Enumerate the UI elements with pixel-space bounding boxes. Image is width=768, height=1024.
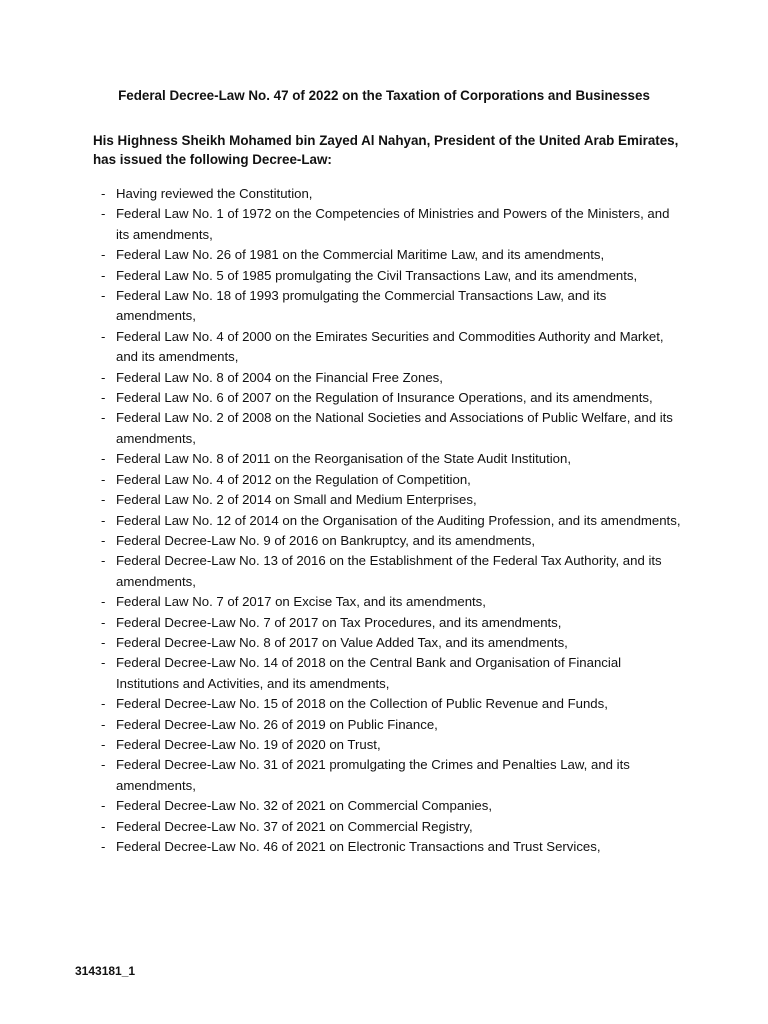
recital-item — [93, 368, 683, 388]
bullet-dash: - — [101, 206, 106, 222]
recital-item — [93, 592, 683, 612]
bullet-dash: - — [101, 410, 106, 426]
recital-text: Federal Law No. 26 of 1981 on the Commercial Maritime Law, and its amendments, — [116, 247, 605, 263]
bullet-dash: - — [101, 328, 106, 344]
recital-item — [93, 286, 683, 327]
bullet-dash: - — [101, 471, 106, 487]
intro-paragraph: His Highness Sheikh Mohamed bin Zayed Al Nahyan, President of the United Arab Emirates, has issued the following Decree-Law: — [93, 133, 679, 167]
bullet-dash: - — [101, 839, 106, 854]
recital-text: Federal Law No. 2 of 2008 on the National Societies and Associations of Public Welfare, and its amendments, — [116, 410, 673, 446]
recital-text: Federal Law No. 6 of 2007 on the Regulation of Insurance Operations, and its amendments, — [116, 390, 653, 406]
bullet-dash: - — [101, 369, 106, 385]
bullet-dash: - — [101, 757, 106, 773]
recital-text: Federal Law No. 5 of 1985 promulgating the Civil Transactions Law, and its amendments, — [116, 267, 638, 283]
recital-item — [93, 633, 683, 653]
recital-item — [93, 817, 683, 837]
recital-text: Federal Law No. 8 of 2011 on the Reorganisation of the State Audit Institution, — [116, 451, 572, 467]
recital-text: Federal Law No. 18 of 1993 promulgating the Commercial Transactions Law, and its amendments, — [116, 288, 607, 324]
recital-item — [93, 470, 683, 490]
document-reference-id: 3143181_1 — [75, 964, 136, 978]
recital-text: Federal Law No. 1 of 1972 on the Competencies of Ministries and Powers of the Ministers, and its amendments, — [116, 206, 670, 242]
recital-text: Federal Decree-Law No. 7 of 2017 on Tax Procedures, and its amendments, — [116, 614, 562, 630]
bullet-dash: - — [101, 594, 106, 610]
bullet-dash: - — [101, 532, 106, 548]
bullet-dash: - — [101, 390, 106, 406]
bullet-dash: - — [101, 267, 106, 283]
bullet-dash: - — [101, 655, 106, 671]
bullet-dash: - — [101, 492, 106, 508]
recital-item — [93, 735, 683, 755]
recital-item — [93, 837, 683, 857]
recital-item — [93, 613, 683, 633]
recital-text: Federal Decree-Law No. 32 of 2021 on Commercial Companies, — [116, 798, 493, 814]
bullet-dash: - — [101, 696, 106, 712]
recital-text: Having reviewed the Constitution, — [116, 186, 313, 201]
recital-text: Federal Decree-Law No. 14 of 2018 on the Central Bank and Organisation of Financial Institutions and Activities, and its amendments, — [116, 655, 622, 691]
recital-text: Federal Law No. 4 of 2000 on the Emirates Securities and Commodities Authority and Market, and its amendments, — [116, 328, 664, 365]
recital-text: Federal Law No. 8 of 2004 on the Financial Free Zones, — [116, 369, 443, 385]
recital-text: Federal Decree-Law No. 31 of 2021 promulgating the Crimes and Penalties Law, and its amendments, — [116, 757, 630, 793]
bullet-dash: - — [101, 512, 106, 528]
recital-item — [93, 551, 683, 592]
bullet-dash: - — [101, 553, 106, 569]
bullet-dash: - — [101, 634, 106, 650]
recital-item — [93, 694, 683, 714]
recital-item — [93, 245, 683, 265]
recital-text: Federal Decree-Law No. 15 of 2018 on the Collection of Public Revenue and Funds, — [116, 696, 608, 712]
bullet-dash: - — [101, 288, 106, 304]
recitals-list — [93, 184, 683, 857]
recital-text: Federal Law No. 4 of 2012 on the Regulation of Competition, — [116, 471, 471, 487]
bullet-dash: - — [101, 247, 106, 263]
recital-item — [93, 653, 683, 694]
recital-item — [93, 327, 683, 368]
bullet-dash: - — [101, 818, 106, 834]
recital-item — [93, 755, 683, 796]
recital-item — [93, 266, 683, 286]
recital-item — [93, 715, 683, 735]
bullet-dash: - — [101, 451, 106, 467]
recital-text: Federal Decree-Law No. 26 of 2019 on Public Finance, — [116, 716, 438, 732]
recital-item — [93, 408, 683, 449]
bullet-dash: - — [101, 186, 106, 201]
recital-text: Federal Law No. 7 of 2017 on Excise Tax, and its amendments, — [116, 594, 486, 610]
recital-text: Federal Decree-Law No. 19 of 2020 on Trust, — [116, 736, 381, 752]
recital-text: Federal Decree-Law No. 8 of 2017 on Value Added Tax, and its amendments, — [116, 634, 568, 650]
recital-item — [93, 490, 683, 510]
recital-item — [93, 204, 683, 245]
bullet-dash: - — [101, 798, 106, 814]
recital-text: Federal Decree-Law No. 13 of 2016 on the Establishment of the Federal Tax Authority, and its amendments, — [116, 553, 662, 589]
recital-text: Federal Decree-Law No. 46 of 2021 on Electronic Transactions and Trust Services, — [116, 839, 601, 854]
bullet-dash: - — [101, 614, 106, 630]
recital-item — [93, 531, 683, 551]
recital-item — [93, 388, 683, 408]
recital-text: Federal Law No. 2 of 2014 on Small and Medium Enterprises, — [116, 492, 477, 508]
recital-item — [93, 796, 683, 816]
recital-item — [93, 449, 683, 469]
recital-item — [93, 184, 683, 204]
recital-text: Federal Decree-Law No. 9 of 2016 on Bankruptcy, and its amendments, — [116, 532, 536, 548]
document-title: Federal Decree-Law No. 47 of 2022 on the Taxation of Corporations and Businesses — [118, 88, 650, 103]
recital-text: Federal Decree-Law No. 37 of 2021 on Commercial Registry, — [116, 818, 473, 834]
recital-text: Federal Law No. 12 of 2014 on the Organisation of the Auditing Profession, and its amendments, — [116, 512, 681, 528]
recital-item — [93, 511, 683, 531]
bullet-dash: - — [101, 736, 106, 752]
bullet-dash: - — [101, 716, 106, 732]
